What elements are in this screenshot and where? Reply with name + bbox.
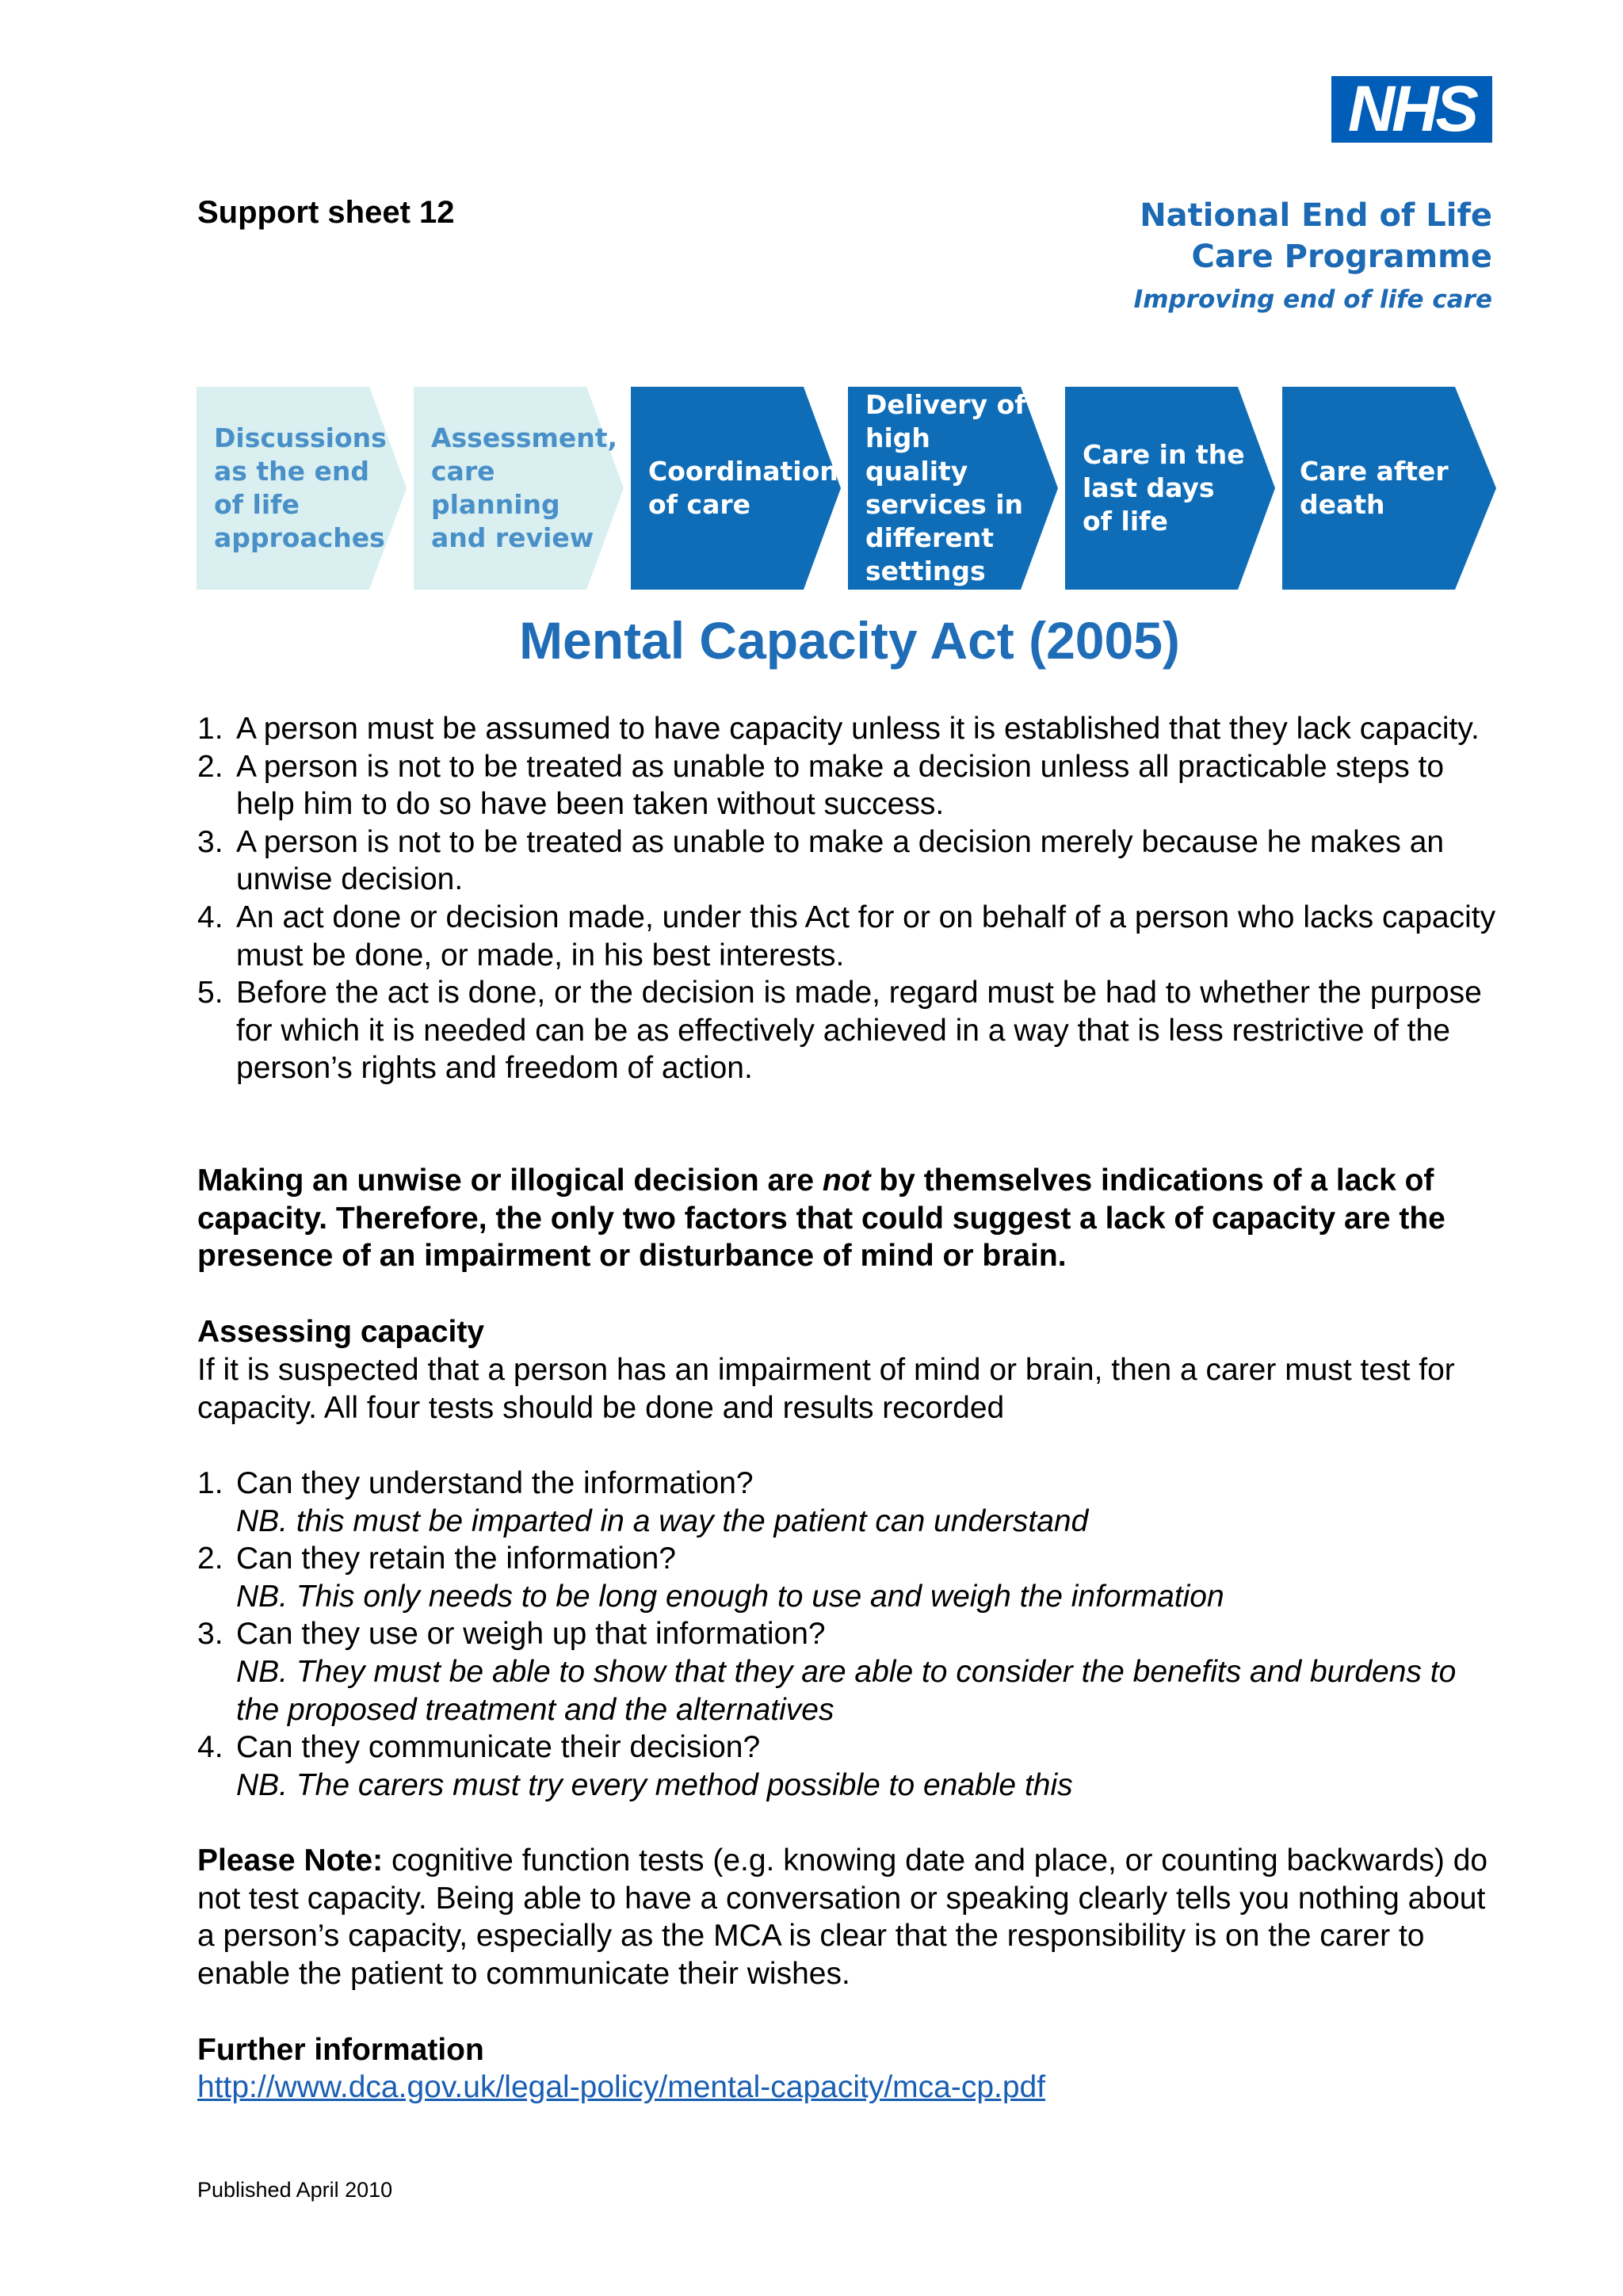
test-number: 1. (197, 1466, 223, 1500)
programme-name-line1: National End of Life (1140, 197, 1492, 234)
mca-code-of-practice-link[interactable]: http://www.dca.gov.uk/legal-policy/mental-capacity/mca-cp.pdf (197, 2070, 1046, 2104)
emphasis-not: not (822, 1163, 871, 1198)
capacity-test-item (197, 1615, 1505, 1729)
published-date: Published April 2010 (197, 2178, 393, 2202)
pathway-step-5-label: Care in the last days of life (1083, 439, 1245, 537)
test-question: Can they use or weigh up that information? (236, 1617, 826, 1652)
capacity-test-item (197, 1465, 1505, 1540)
pathway-step-2-label: Assessment, care planning and review (431, 422, 618, 553)
principle-text: A person must be assumed to have capacity unless it is established that they lack capacity. (236, 712, 1480, 746)
programme-branding (1134, 195, 1492, 314)
page-title: Mental Capacity Act (2005) (519, 611, 1180, 670)
principle-item (197, 899, 1505, 974)
test-note: NB. The carers must try every method possible to enable this (236, 1767, 1073, 1802)
principle-number: 4. (197, 900, 223, 934)
assessing-capacity-intro: If it is suspected that a person has an impairment of mind or brain, then a carer must test for capacity. All four tests should be done and results recorded (197, 1353, 1455, 1425)
test-note: NB. This only needs to be long enough to use and weigh the information (236, 1579, 1224, 1614)
please-note-paragraph: Please Note: cognitive function tests (e.g. knowing date and place, or counting backwards) do not test capacity. Being able to have a conversation or speaking clearly tells you nothing about a person’s capacity, especially as the MCA is clear that the responsibility is on the carer to enable the patient to communicate their wishes. (197, 1843, 1488, 1991)
test-question: Can they retain the information? (236, 1541, 676, 1576)
pathway-step-6-label: Care after death (1300, 456, 1449, 520)
test-note: NB. They must be able to show that they are able to consider the benefits and burdens to the proposed treatment and the alternatives (236, 1654, 1457, 1727)
test-question: Can they understand the information? (236, 1466, 754, 1500)
test-number: 4. (197, 1730, 223, 1765)
please-note-label: Please Note: (197, 1843, 384, 1878)
programme-tagline: Improving end of life care (1133, 285, 1492, 314)
principle-text: Before the act is done, or the decision is made, regard must be had to whether the purpose for which it is needed can be as effectively achieved in a way that is less restrictive of the person’s rights and freedom of action. (236, 976, 1482, 1086)
support-sheet-label: Support sheet 12 (197, 195, 455, 230)
principle-item (197, 974, 1505, 1087)
principle-number: 2. (197, 749, 223, 784)
principle-item (197, 710, 1505, 748)
principles-list (197, 710, 1505, 1087)
principle-number: 5. (197, 976, 223, 1010)
capacity-tests-list (197, 1465, 1505, 1804)
capacity-test-item (197, 1540, 1505, 1615)
principle-item (197, 748, 1505, 823)
programme-name-line2: Care Programme (1191, 239, 1492, 275)
test-number: 3. (197, 1617, 223, 1652)
test-question: Can they communicate their decision? (236, 1730, 761, 1765)
test-number: 2. (197, 1541, 223, 1576)
principle-item (197, 823, 1505, 899)
capacity-test-item (197, 1729, 1505, 1804)
further-information-heading: Further information (197, 2033, 484, 2067)
principle-number: 3. (197, 824, 223, 859)
unwise-decision-statement: Making an unwise or illogical decision are not by themselves indications of a lack of capacity. Therefore, the only two factors that could suggest a lack of capacity are the presence of an impairment or disturbance of mind or brain. (197, 1163, 1445, 1274)
pathway-step-4-label: Delivery of high quality services in different settings (865, 389, 1026, 586)
nhs-logo: NHS (1331, 76, 1492, 143)
pathway-step-3-label: Coordination of care (648, 456, 838, 520)
assessing-capacity-heading: Assessing capacity (197, 1315, 485, 1349)
principle-number: 1. (197, 712, 223, 746)
pathway-step-1-label: Discussions as the end of life approaches (214, 422, 387, 553)
care-pathway (197, 387, 1496, 590)
test-note: NB. this must be imparted in a way the patient can understand (236, 1503, 1089, 1538)
principle-text: A person is not to be treated as unable to make a decision merely because he makes an unwise decision. (236, 824, 1445, 897)
principle-text: An act done or decision made, under this Act for or on behalf of a person who lacks capacity must be done, or made, in his best interests. (236, 900, 1496, 972)
principle-text: A person is not to be treated as unable to make a decision unless all practicable steps to help him to do so have been taken without success. (236, 749, 1445, 822)
